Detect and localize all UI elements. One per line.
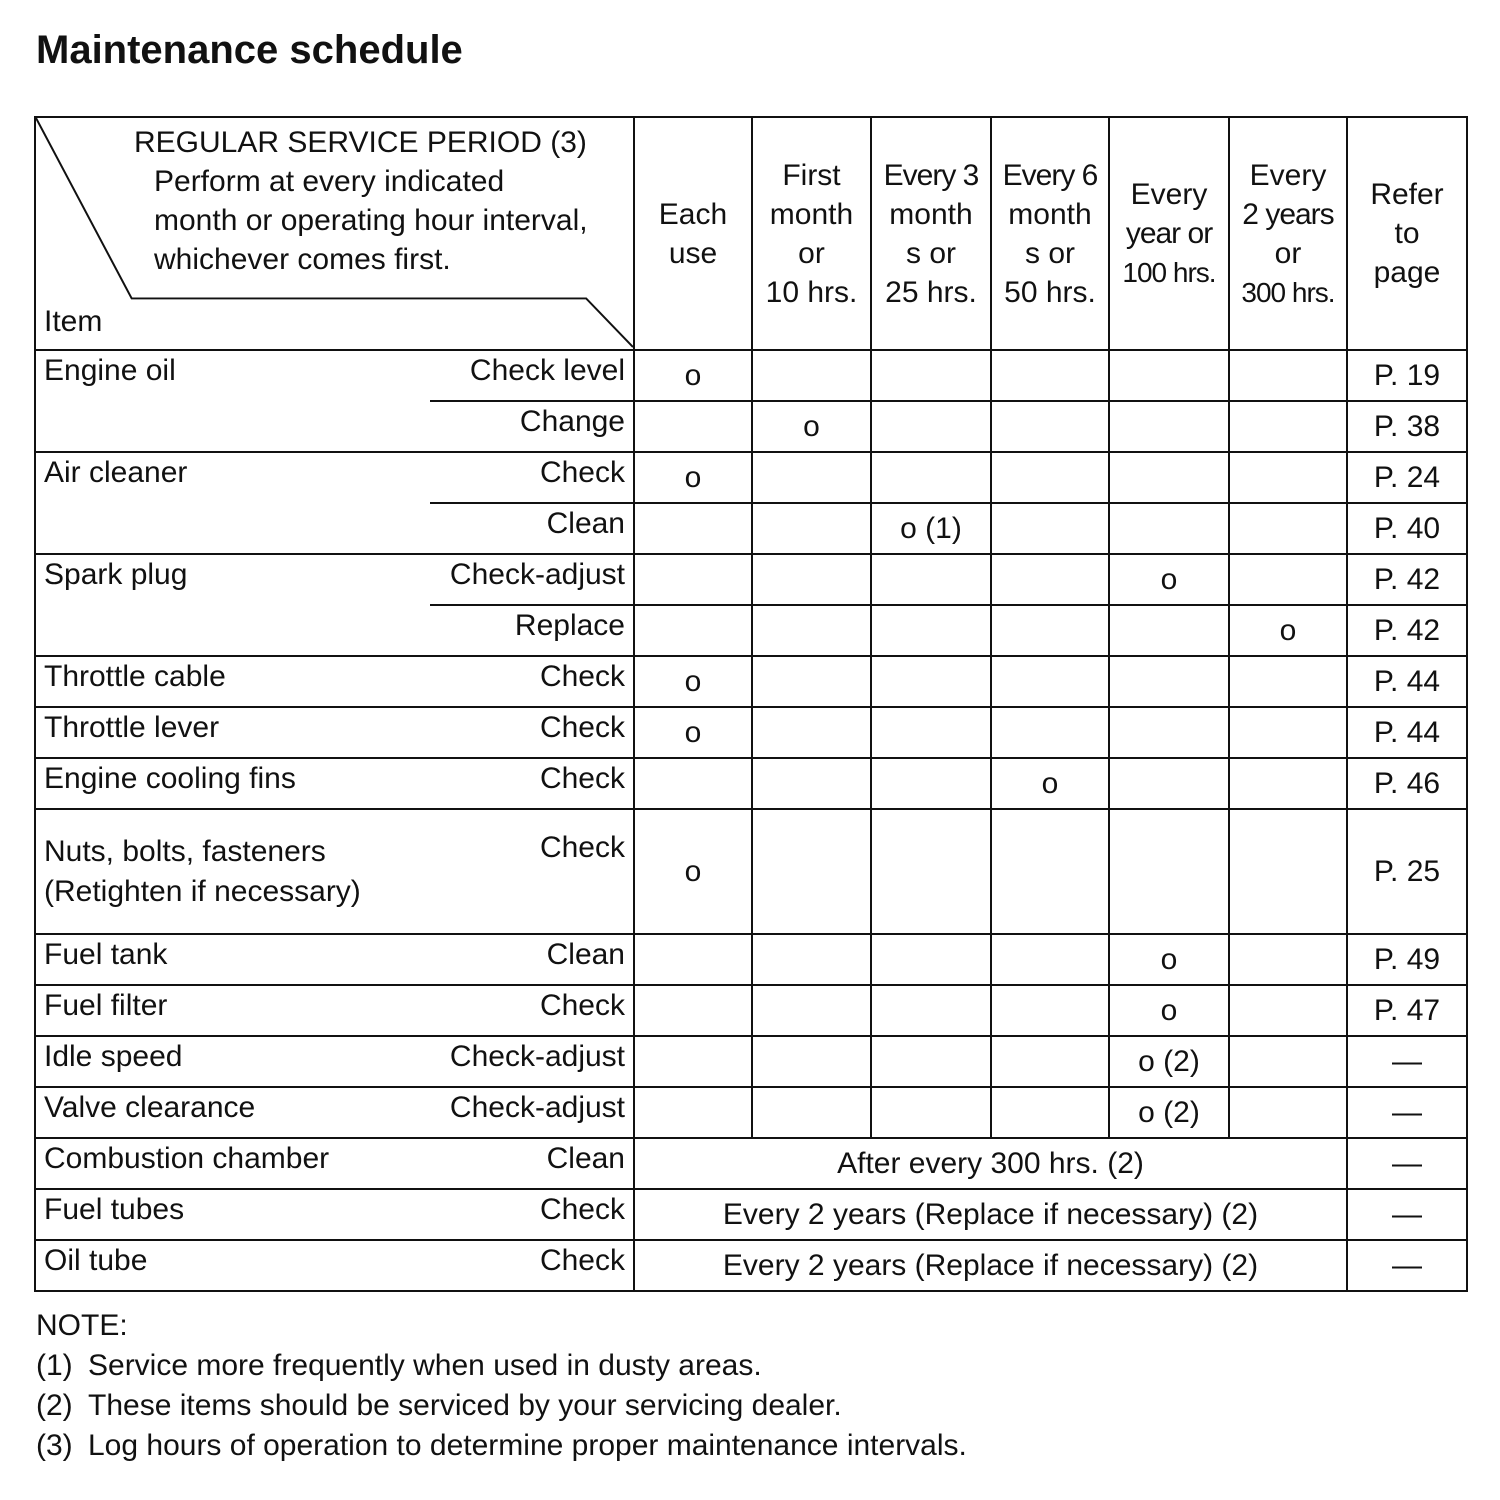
col-head-line: month <box>769 197 854 231</box>
col-head-line: Every <box>1249 158 1327 192</box>
table-row <box>35 1189 1467 1240</box>
item-name: Engine oil <box>35 350 430 452</box>
col-head-line: Every <box>1130 178 1208 211</box>
col-head-line: s or <box>905 236 956 270</box>
interval-mark <box>1229 1036 1347 1087</box>
interval-mark <box>752 656 871 707</box>
page-reference: P. 44 <box>1347 656 1467 707</box>
action-label: Check-adjust <box>430 1087 634 1138</box>
page-reference: P. 25 <box>1347 809 1467 934</box>
table-row <box>35 1036 1467 1087</box>
interval-mark: o <box>1109 934 1229 985</box>
interval-mark <box>991 350 1109 401</box>
page-reference: P. 38 <box>1347 401 1467 452</box>
col-head-line: month <box>1008 197 1092 231</box>
note-number: (2) <box>36 1389 73 1422</box>
interval-mark <box>871 758 991 809</box>
interval-mark: o (1) <box>871 503 991 554</box>
action-label: Clean <box>430 503 634 554</box>
table-row <box>35 985 1467 1036</box>
interval-mark <box>871 985 991 1036</box>
page-reference: — <box>1347 1189 1467 1240</box>
interval-mark <box>991 809 1109 934</box>
interval-mark <box>1229 985 1347 1036</box>
action-label: Check <box>430 809 634 934</box>
table-row <box>35 934 1467 985</box>
table-row <box>35 758 1467 809</box>
interval-mark <box>634 554 752 605</box>
interval-mark <box>991 452 1109 503</box>
interval-mark <box>1109 503 1229 554</box>
page-reference: P. 19 <box>1347 350 1467 401</box>
interval-mark <box>991 1087 1109 1138</box>
col-head-line: use <box>668 236 718 270</box>
page-reference: P. 42 <box>1347 554 1467 605</box>
interval-mark <box>752 985 871 1036</box>
interval-mark <box>871 1087 991 1138</box>
interval-mark <box>871 452 991 503</box>
interval-mark <box>1229 452 1347 503</box>
interval-mark: o <box>1229 605 1347 656</box>
regular-service-period-title: REGULAR SERVICE PERIOD (3) <box>134 126 587 159</box>
interval-mark <box>1229 503 1347 554</box>
action-label: Check <box>430 1189 634 1240</box>
interval-mark <box>634 401 752 452</box>
interval-mark <box>752 1036 871 1087</box>
interval-mark <box>871 934 991 985</box>
item-name: Air cleaner <box>35 452 430 554</box>
interval-mark <box>1229 934 1347 985</box>
table-row <box>35 707 1467 758</box>
col-head-line: s or <box>1024 236 1075 270</box>
interval-mark: o <box>634 350 752 401</box>
interval-mark <box>752 1087 871 1138</box>
col-head-line: 10 hrs. <box>765 275 858 309</box>
interval-mark <box>991 605 1109 656</box>
period-desc-line: Perform at every indicated <box>154 165 505 198</box>
table-row <box>35 554 1467 605</box>
interval-mark <box>1229 1087 1347 1138</box>
interval-mark <box>1229 350 1347 401</box>
page-reference: — <box>1347 1087 1467 1138</box>
interval-span-text: Every 2 years (Replace if necessary) (2) <box>634 1240 1347 1291</box>
item-column-label: Item <box>44 305 103 338</box>
interval-mark <box>991 707 1109 758</box>
interval-mark <box>634 1087 752 1138</box>
interval-mark: o (2) <box>1109 1036 1229 1087</box>
col-head-line: month <box>889 197 973 231</box>
header-row <box>35 117 1467 350</box>
col-head-line: or <box>1274 236 1302 270</box>
notes-heading: NOTE: <box>36 1309 128 1342</box>
col-head-line: page <box>1373 256 1441 289</box>
col-head-line: or <box>798 236 825 270</box>
action-label: Check <box>430 758 634 809</box>
note-item <box>36 1386 967 1426</box>
item-name: Fuel filter <box>35 985 430 1036</box>
interval-mark <box>634 934 752 985</box>
col-head-line: to <box>1394 217 1420 250</box>
interval-mark <box>1109 401 1229 452</box>
item-name: Spark plug <box>35 554 430 656</box>
item-name: Oil tube <box>35 1240 430 1291</box>
interval-mark <box>1229 554 1347 605</box>
page-reference: P. 24 <box>1347 452 1467 503</box>
col-head-line: 100 hrs. <box>1122 257 1216 288</box>
page-title: Maintenance schedule <box>36 28 463 72</box>
item-name: Fuel tubes <box>35 1189 430 1240</box>
interval-mark <box>1229 809 1347 934</box>
action-label: Check <box>430 707 634 758</box>
interval-mark <box>634 758 752 809</box>
interval-mark <box>752 452 871 503</box>
item-name: Combustion chamber <box>35 1138 430 1189</box>
table-row <box>35 350 1467 401</box>
interval-mark <box>752 934 871 985</box>
notes-section <box>36 1306 967 1466</box>
col-head-line: Each <box>658 197 728 231</box>
interval-mark <box>752 809 871 934</box>
interval-mark <box>991 401 1109 452</box>
col-head-every-year <box>1109 117 1229 350</box>
interval-mark <box>871 809 991 934</box>
col-head-refer-to-page <box>1347 117 1467 350</box>
interval-mark <box>1109 809 1229 934</box>
item-name-line: (Retighten if necessary) <box>44 874 361 908</box>
col-head-line: Refer <box>1370 178 1444 211</box>
col-head-line: First <box>782 158 841 192</box>
interval-mark <box>1109 707 1229 758</box>
interval-mark: o <box>634 452 752 503</box>
col-head-first-month <box>752 117 871 350</box>
interval-mark <box>1229 707 1347 758</box>
interval-mark: o <box>1109 985 1229 1036</box>
action-label: Check <box>430 656 634 707</box>
interval-mark <box>634 503 752 554</box>
action-label: Clean <box>430 934 634 985</box>
interval-mark <box>752 554 871 605</box>
interval-mark <box>634 605 752 656</box>
interval-mark <box>1109 350 1229 401</box>
col-head-line: Every 6 <box>1002 158 1098 192</box>
note-text: These items should be serviced by your servicing dealer. <box>88 1389 842 1422</box>
col-head-line: Every 3 <box>883 158 979 192</box>
table-row <box>35 656 1467 707</box>
col-head-every-2-years <box>1229 117 1347 350</box>
note-item <box>36 1346 967 1386</box>
col-head-every-6-months <box>991 117 1109 350</box>
page-reference: P. 44 <box>1347 707 1467 758</box>
table-row <box>35 809 1467 934</box>
col-head-each-use <box>634 117 752 350</box>
col-head-line: 300 hrs. <box>1241 276 1335 308</box>
interval-mark <box>1109 605 1229 656</box>
action-label: Replace <box>430 605 634 656</box>
action-label: Check-adjust <box>430 1036 634 1087</box>
note-item <box>36 1426 967 1466</box>
regular-service-period-description <box>154 162 634 279</box>
table-row <box>35 1138 1467 1189</box>
action-label: Check <box>430 1240 634 1291</box>
interval-mark <box>752 758 871 809</box>
item-name <box>35 809 430 934</box>
page-reference: P. 46 <box>1347 758 1467 809</box>
header-corner-cell <box>35 117 634 350</box>
interval-mark <box>871 554 991 605</box>
page-reference: — <box>1347 1240 1467 1291</box>
page-reference: P. 47 <box>1347 985 1467 1036</box>
table-row <box>35 1087 1467 1138</box>
interval-mark <box>871 656 991 707</box>
interval-mark <box>871 401 991 452</box>
interval-mark: o <box>634 707 752 758</box>
action-label: Change <box>430 401 634 452</box>
interval-mark <box>991 985 1109 1036</box>
interval-mark <box>752 707 871 758</box>
interval-mark <box>871 350 991 401</box>
interval-mark <box>752 605 871 656</box>
interval-span-text: Every 2 years (Replace if necessary) (2) <box>634 1189 1347 1240</box>
interval-mark <box>1229 758 1347 809</box>
page-reference: P. 49 <box>1347 934 1467 985</box>
item-name: Valve clearance <box>35 1087 430 1138</box>
interval-mark <box>991 934 1109 985</box>
table-row <box>35 452 1467 503</box>
interval-mark <box>1109 452 1229 503</box>
action-label: Check <box>430 985 634 1036</box>
item-name: Engine cooling fins <box>35 758 430 809</box>
period-desc-line: month or operating hour interval, <box>154 204 588 237</box>
interval-mark <box>634 1036 752 1087</box>
interval-mark <box>1229 656 1347 707</box>
interval-mark <box>1109 656 1229 707</box>
period-desc-line: whichever comes first. <box>154 243 451 276</box>
action-label: Check <box>430 452 634 503</box>
item-name: Fuel tank <box>35 934 430 985</box>
page-reference: P. 42 <box>1347 605 1467 656</box>
interval-mark <box>991 503 1109 554</box>
interval-mark: o <box>752 401 871 452</box>
interval-mark <box>634 985 752 1036</box>
item-name: Throttle lever <box>35 707 430 758</box>
item-name: Throttle cable <box>35 656 430 707</box>
col-head-line: 50 hrs. <box>1004 275 1096 309</box>
interval-mark <box>871 605 991 656</box>
interval-mark: o <box>634 809 752 934</box>
note-text: Log hours of operation to determine proper maintenance intervals. <box>88 1429 967 1462</box>
col-head-line: 25 hrs. <box>885 275 977 309</box>
interval-mark <box>871 707 991 758</box>
table-row <box>35 1240 1467 1291</box>
interval-mark <box>871 1036 991 1087</box>
maintenance-table <box>34 116 1468 1292</box>
interval-mark <box>1229 401 1347 452</box>
interval-span-text: After every 300 hrs. (2) <box>634 1138 1347 1189</box>
interval-mark <box>752 503 871 554</box>
col-head-every-3-months <box>871 117 991 350</box>
interval-mark: o <box>1109 554 1229 605</box>
col-head-line: 2 years <box>1242 197 1334 231</box>
interval-mark <box>991 656 1109 707</box>
col-head-line: year or <box>1125 217 1213 250</box>
note-number: (3) <box>36 1429 73 1462</box>
action-label: Check-adjust <box>430 554 634 605</box>
interval-mark <box>991 1036 1109 1087</box>
action-label: Clean <box>430 1138 634 1189</box>
item-name-line: Nuts, bolts, fasteners <box>44 834 326 868</box>
interval-mark: o <box>634 656 752 707</box>
note-text: Service more frequently when used in dusty areas. <box>88 1349 762 1382</box>
interval-mark <box>1109 758 1229 809</box>
interval-mark <box>752 350 871 401</box>
page-reference: — <box>1347 1138 1467 1189</box>
page-reference: P. 40 <box>1347 503 1467 554</box>
note-number: (1) <box>36 1349 73 1382</box>
page-reference: — <box>1347 1036 1467 1087</box>
action-label: Check level <box>430 350 634 401</box>
interval-mark: o <box>991 758 1109 809</box>
interval-mark: o (2) <box>1109 1087 1229 1138</box>
interval-mark <box>991 554 1109 605</box>
item-name: Idle speed <box>35 1036 430 1087</box>
